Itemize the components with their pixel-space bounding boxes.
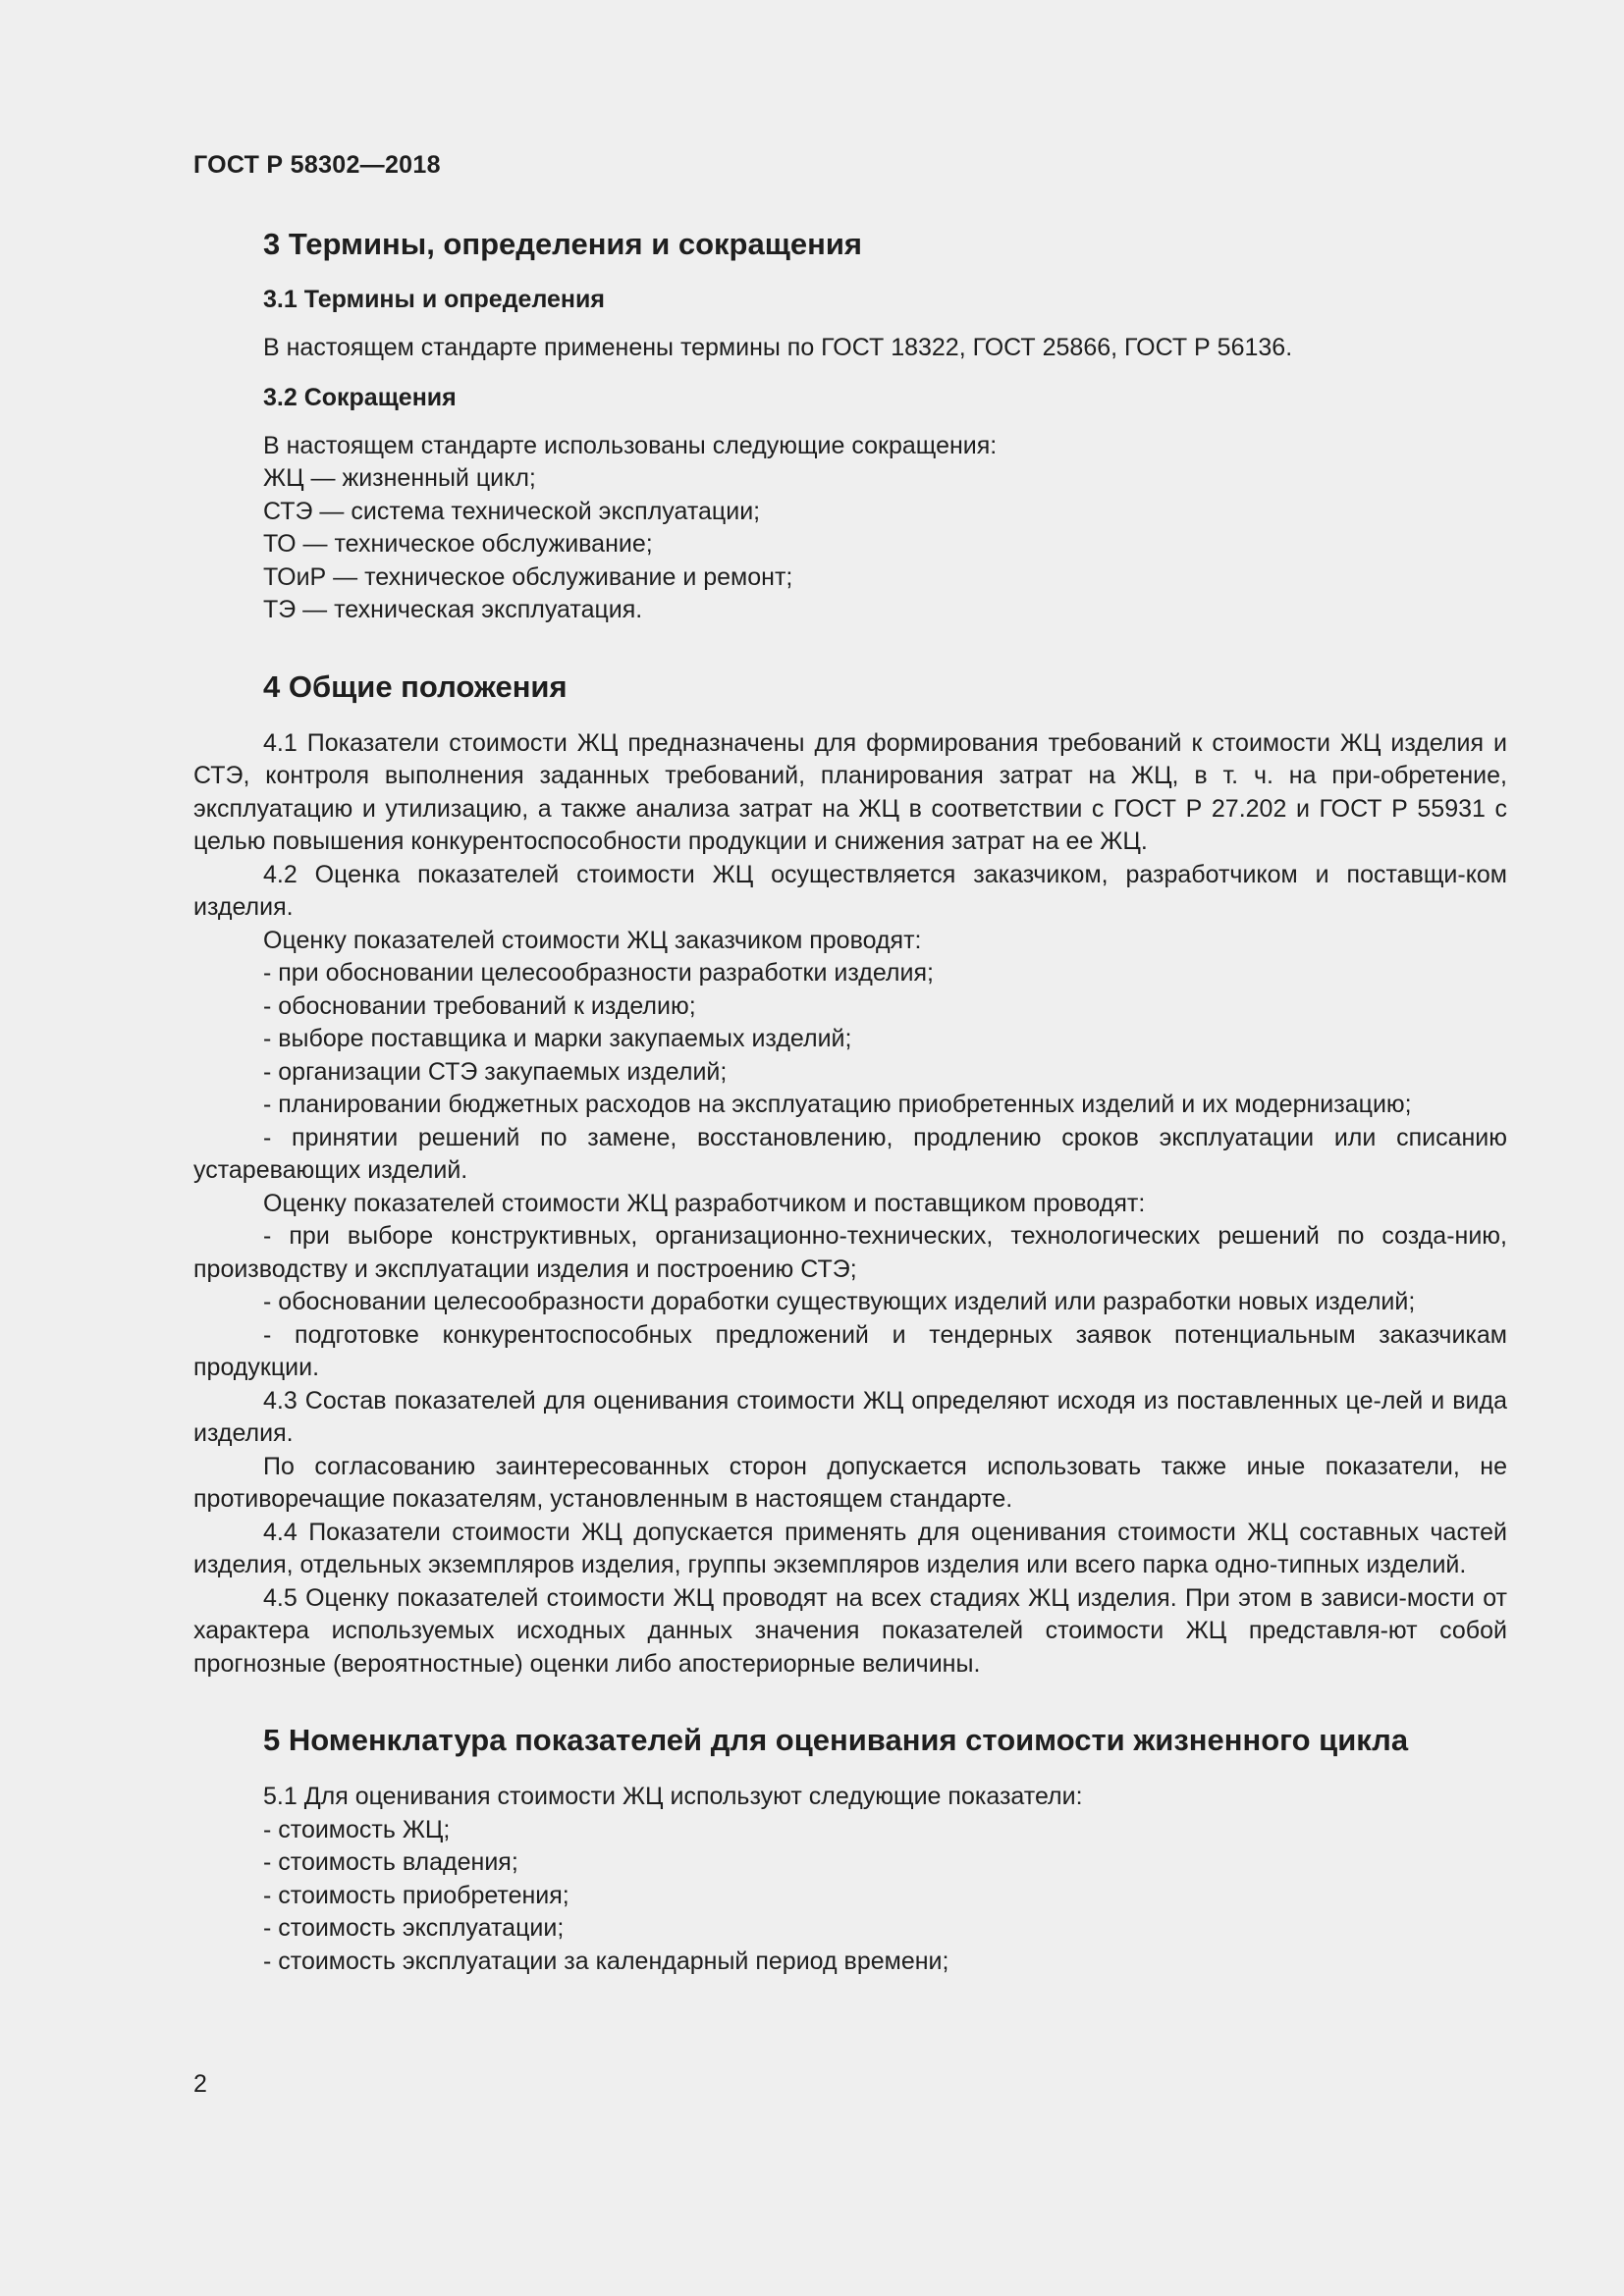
paragraph-4-3-continued: По согласованию заинтересованных сторон допускается использовать также иные показатели, не противоречащие показателям, установленным в настоящем стандарте.: [193, 1452, 1507, 1513]
abbreviations-intro: В настоящем стандарте использованы следующие сокращения:: [263, 431, 998, 459]
abbreviation-item: ТЭ — техническая эксплуатация.: [263, 596, 643, 623]
list-item: - стоимость владения;: [263, 1848, 518, 1876]
paragraph-4-5: 4.5 Оценку показателей стоимости ЖЦ проводят на всех стадиях ЖЦ изделия. При этом в зависи-мости от характера используемых исходных данных значения показателей стоимости ЖЦ представля-ют собой прогнозные (вероятностные) оценки либо апостериорные величины.: [193, 1583, 1507, 1678]
list-item: - организации СТЭ закупаемых изделий;: [263, 1057, 728, 1086]
section-5-heading: 5 Номенклатура показателей для оценивания стоимости жизненного цикла: [263, 1723, 1409, 1757]
paragraph-4-1: 4.1 Показатели стоимости ЖЦ предназначены для формирования требований к стоимости ЖЦ изделия и СТЭ, контроля выполнения заданных требований, планирования затрат на ЖЦ, в т. ч. на при-обретение, эксплуатацию и утилизацию, а также анализа затрат на ЖЦ в соответствии с ГОСТ Р 27.202 и ГОСТ Р 55931 с целью повышения конкурентоспособности продукции и снижения затрат на ее ЖЦ.: [193, 728, 1507, 855]
list-item: - планировании бюджетных расходов на эксплуатацию приобретенных изделий и их модернизацию;: [263, 1091, 1412, 1118]
subsection-3-2-heading: 3.2 Сокращения: [263, 383, 457, 411]
list-item: - стоимость эксплуатации;: [263, 1914, 565, 1942]
abbreviation-item: ЖЦ — жизненный цикл;: [263, 464, 536, 492]
paragraph-4-3: 4.3 Состав показателей для оценивания стоимости ЖЦ определяют исходя из поставленных це-лей и вида изделия.: [193, 1386, 1507, 1447]
paragraph-5-1: 5.1 Для оценивания стоимости ЖЦ используют следующие показатели:: [263, 1783, 1083, 1810]
developer-assessment-intro: Оценку показателей стоимости ЖЦ разработчиком и поставщиком проводят:: [263, 1189, 1146, 1217]
customer-assessment-intro: Оценку показателей стоимости ЖЦ заказчиком проводят:: [263, 926, 922, 954]
document-code-header: ГОСТ Р 58302—2018: [193, 151, 441, 179]
list-item: - выборе поставщика и марки закупаемых изделий;: [263, 1025, 852, 1052]
paragraph-4-2: 4.2 Оценка показателей стоимости ЖЦ осуществляется заказчиком, разработчиком и поставщи-ком изделия.: [193, 860, 1507, 921]
list-item: - стоимость ЖЦ;: [263, 1815, 451, 1843]
list-item: - подготовке конкурентоспособных предложений и тендерных заявок потенциальным заказчикам продукции.: [193, 1320, 1507, 1381]
subsection-3-1-text: В настоящем стандарте применены термины по ГОСТ 18322, ГОСТ 25866, ГОСТ Р 56136.: [263, 334, 1293, 361]
abbreviation-item: ТОиР — техническое обслуживание и ремонт;: [263, 562, 793, 591]
list-item: - обосновании требований к изделию;: [263, 991, 696, 1020]
abbreviation-item: ТО — техническое обслуживание;: [263, 530, 653, 558]
list-item: - стоимость приобретения;: [263, 1881, 569, 1909]
document-body: [193, 222, 1507, 1978]
list-item: - обосновании целесообразности доработки существующих изделий или разработки новых изделий;: [263, 1288, 1416, 1315]
section-3-heading: 3 Термины, определения и сокращения: [263, 227, 862, 261]
section-4-heading: 4 Общие положения: [263, 668, 568, 704]
list-item: - стоимость эксплуатации за календарный период времени;: [263, 1947, 949, 1975]
subsection-3-1-heading: 3.1 Термины и определения: [263, 286, 605, 313]
list-item: - принятии решений по замене, восстановлению, продлению сроков эксплуатации или списанию устаревающих изделий.: [193, 1123, 1507, 1184]
abbreviation-item: СТЭ — система технической эксплуатации;: [263, 497, 761, 525]
page-number: 2: [193, 2070, 207, 2098]
paragraph-4-4: 4.4 Показатели стоимости ЖЦ допускается применять для оценивания стоимости ЖЦ составных частей изделия, отдельных экземпляров изделия, группы экземпляров изделия или всего парка одно-типных изделий.: [193, 1518, 1507, 1578]
list-item: - при обосновании целесообразности разработки изделия;: [263, 959, 934, 987]
list-item: - при выборе конструктивных, организационно-технических, технологических решений по созда-нию, производству и эксплуатации изделия и построению СТЭ;: [193, 1222, 1507, 1283]
